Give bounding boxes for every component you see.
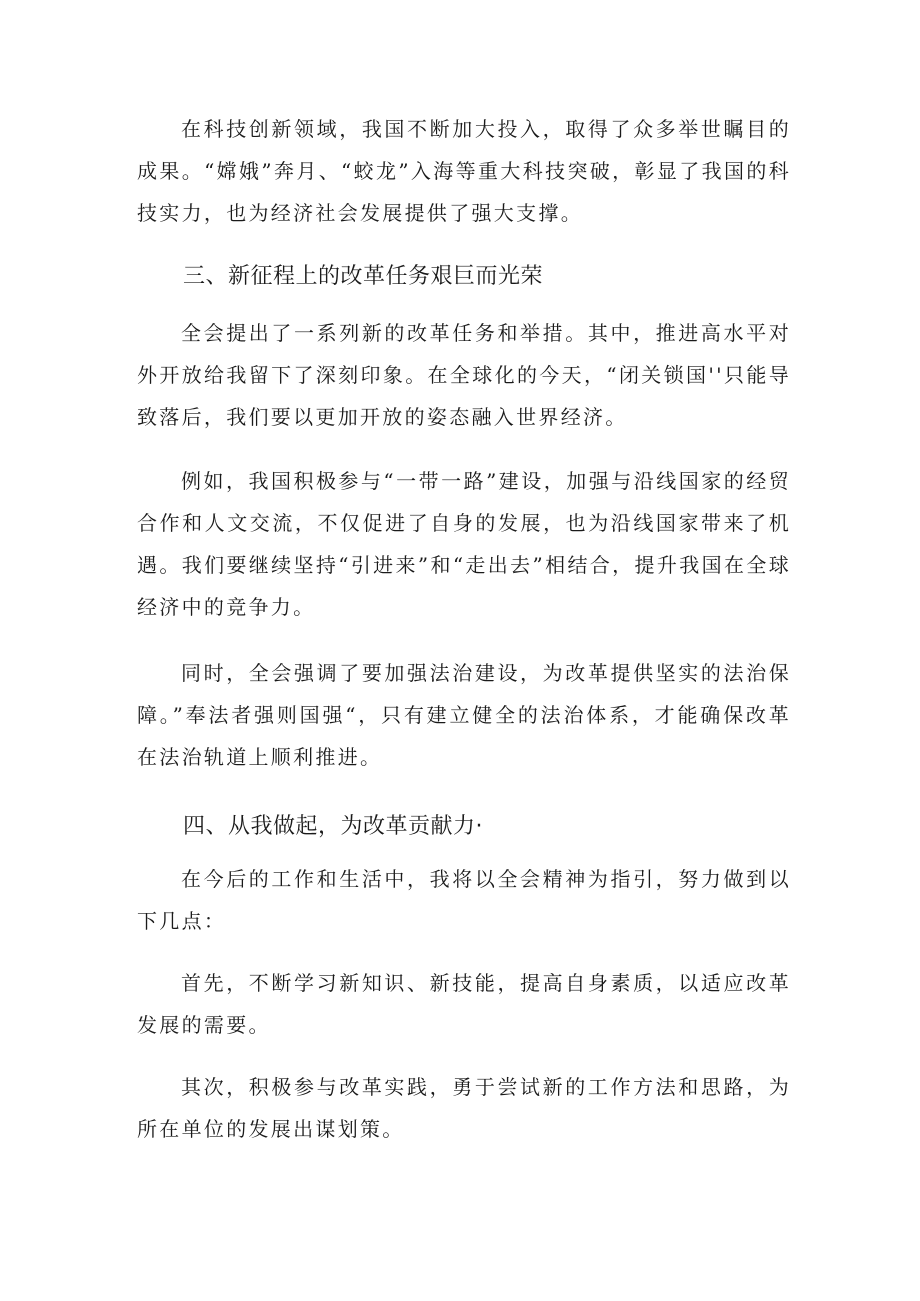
paragraph-first-point: 首先，不断学习新知识、新技能，提高自身素质，以适应改革发展的需要。 <box>137 971 791 1037</box>
paragraph-belt-and-road: 例如，我国积极参与“一带一路”建设，加强与沿线国家的经贸合作和人文交流，不仅促进了自身的发展，也为沿线国家带来了机遇。我们要继续坚持“引进来”和“走出去”相结合，提升我国在全球经济中的竞争力。 <box>137 469 791 619</box>
paragraph-opening-up: 全会提出了一系列新的改革任务和举措。其中，推进高水平对外开放给我留下了深刻印象。在全球化的今天，“闭关锁国''只能导致落后，我们要以更加开放的姿态融入世界经济。 <box>137 321 791 429</box>
paragraph-rule-of-law: 同时，全会强调了要加强法治建设，为改革提供坚实的法治保障。”奉法者强则国强“，只有建立健全的法治体系，才能确保改革在法治轨道上顺利推进。 <box>137 661 791 769</box>
paragraph-tech-innovation: 在科技创新领域，我国不断加大投入，取得了众多举世瞩目的成果。“嫦娥”奔月、“蛟龙”入海等重大科技突破，彰显了我国的科技实力，也为经济社会发展提供了强大支撑。 <box>137 117 791 225</box>
paragraph-future-work: 在今后的工作和生活中，我将以全会精神为指引，努力做到以下几点： <box>137 867 791 933</box>
paragraph-second-point: 其次，积极参与改革实践，勇于尝试新的工作方法和思路，为所在单位的发展出谋划策。 <box>137 1075 791 1141</box>
section-heading-three: 三、新征程上的改革任务艰巨而光荣 <box>183 264 544 289</box>
section-heading-four: 四、从我做起，为改革贡献力· <box>183 814 483 839</box>
